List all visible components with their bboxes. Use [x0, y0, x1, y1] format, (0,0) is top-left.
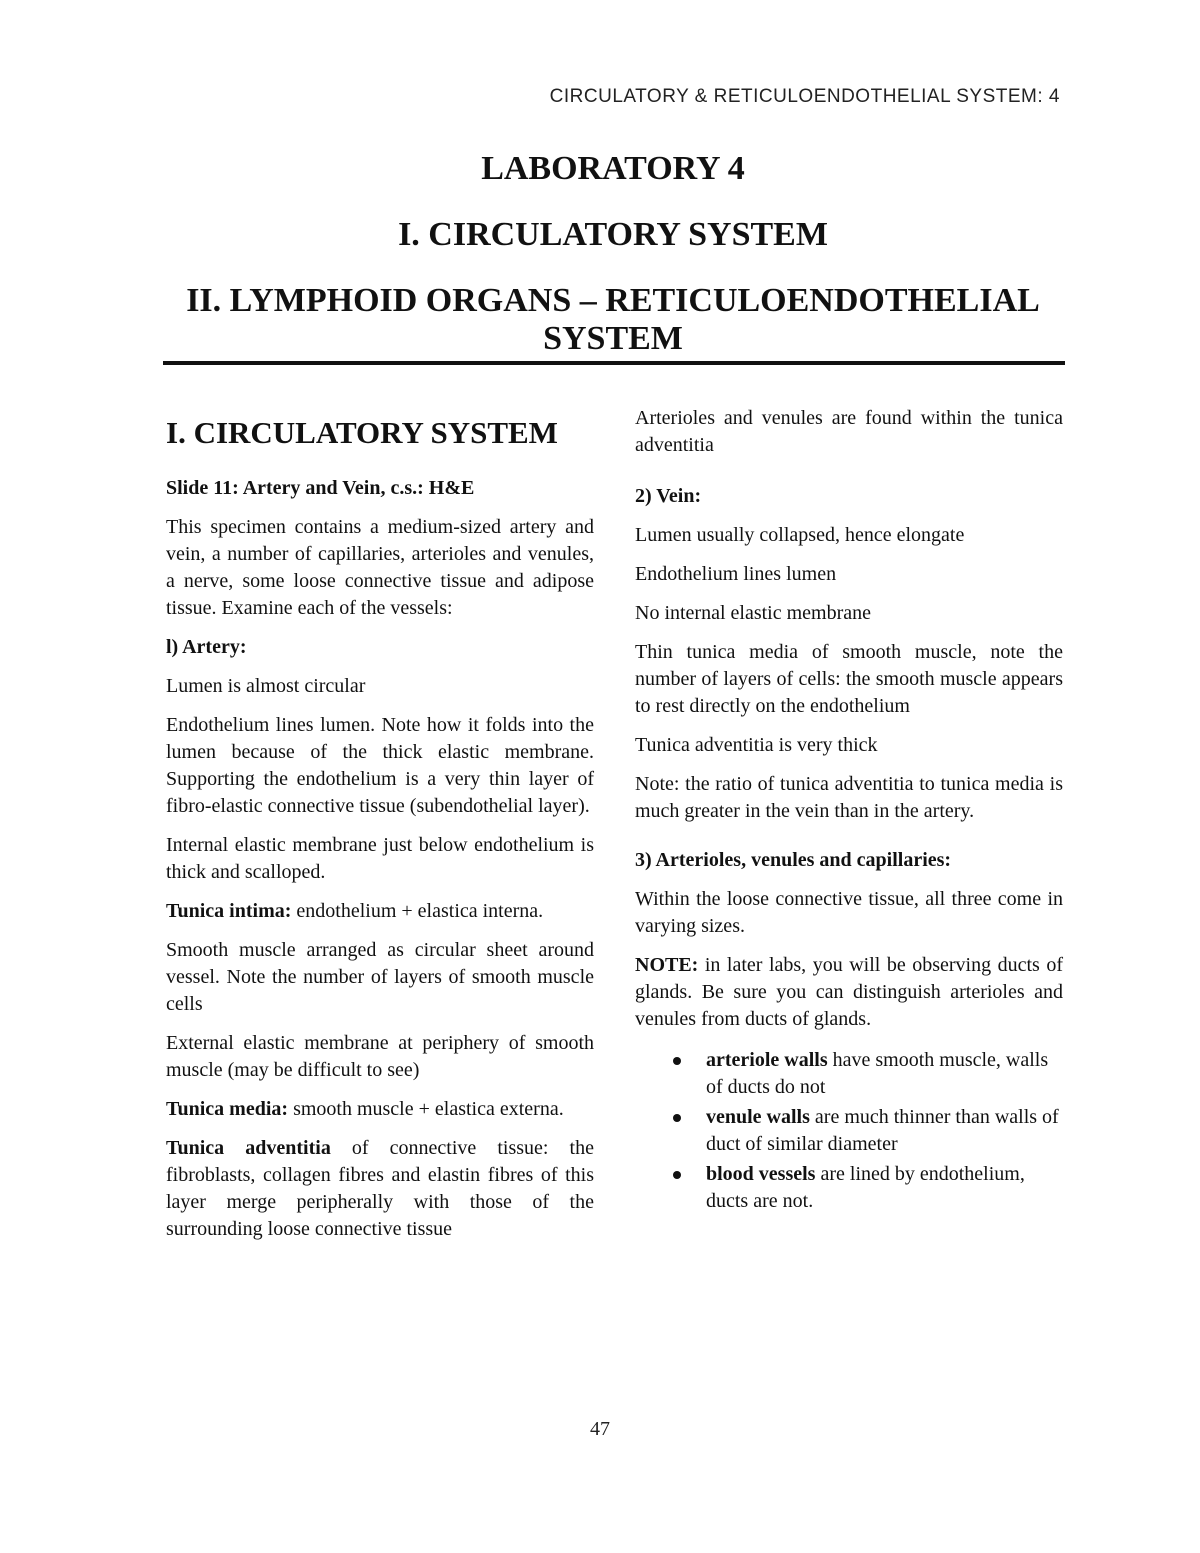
left-column: [166, 405, 594, 1255]
title-block: [163, 150, 1063, 358]
artery-heading: l) Artery:: [166, 636, 247, 658]
external-elastic-text: External elastic membrane at periphery of smooth muscle (may be difficult to see): [166, 1032, 594, 1081]
tunica-adventitia-label: Tunica adventitia: [166, 1137, 331, 1159]
list-item: [635, 1161, 1063, 1215]
running-head: CIRCULATORY & RETICULOENDOTHELIAL SYSTEM: 4: [549, 86, 1060, 107]
tunica-media-paragraph: [166, 1096, 594, 1123]
slide-heading: Slide 11: Artery and Vein, c.s.: H&E: [166, 477, 475, 499]
internal-elastic-text: Internal elastic membrane just below endothelium is thick and scalloped.: [166, 834, 594, 883]
tunica-media-label: Tunica media:: [166, 1098, 289, 1120]
smooth-muscle-text: Smooth muscle arranged as circular sheet around vessel. Note the number of layers of smooth muscle cells: [166, 939, 594, 1015]
page-number: 47: [590, 1418, 610, 1440]
note-label: NOTE:: [635, 954, 699, 976]
tunica-intima-text: endothelium + elastica interna.: [291, 900, 544, 922]
vein-ratio-note: Note: the ratio of tunica adventitia to tunica media is much greater in the vein than in the artery.: [635, 773, 1063, 822]
intro-paragraph: This specimen contains a medium-sized artery and vein, a number of capillaries, arterioles and venules, a nerve, some loose connective tissue and adipose tissue. Examine each of the vessels:: [166, 516, 594, 619]
vein-no-elastic-text: No internal elastic membrane: [635, 602, 872, 624]
part-two-title: II. LYMPHOID ORGANS – RETICULOENDOTHELIAL SYSTEM: [186, 282, 1040, 357]
right-column: [635, 405, 1063, 1218]
list-item: [635, 1047, 1063, 1101]
avc-text: Within the loose connective tissue, all three come in varying sizes.: [635, 888, 1063, 937]
list-item-text: are much thinner than walls of duct of similar diameter: [706, 1106, 1059, 1155]
vein-media-text: Thin tunica media of smooth muscle, note the number of layers of cells: the smooth muscle appears to rest directly on the endothelium: [635, 641, 1063, 717]
vein-endothelium-text: Endothelium lines lumen: [635, 563, 837, 585]
arterioles-location-text: Arterioles and venules are found within the tunica adventitia: [635, 407, 1063, 456]
part-one-title: I. CIRCULATORY SYSTEM: [398, 216, 828, 253]
section-title: I. CIRCULATORY SYSTEM: [166, 415, 558, 450]
list-item-bold: blood vessels: [706, 1163, 816, 1185]
note-paragraph: [635, 952, 1063, 1033]
tunica-media-text: smooth muscle + elastica externa.: [288, 1098, 564, 1120]
lab-title: LABORATORY 4: [481, 150, 745, 187]
tunica-adventitia-text: of connective tissue: the fibroblasts, collagen fibres and elastin fibres of this layer merge peripherally with those of the surrounding loose connective tissue: [166, 1137, 594, 1240]
tunica-intima-label: Tunica intima:: [166, 900, 292, 922]
vein-lumen-text: Lumen usually collapsed, hence elongate: [635, 524, 965, 546]
list-item-bold: arteriole walls: [706, 1049, 828, 1071]
avc-heading: 3) Arterioles, venules and capillaries:: [635, 849, 952, 871]
bullet-icon: [673, 1114, 681, 1122]
vein-adventitia-text: Tunica adventitia is very thick: [635, 734, 878, 756]
note-text: in later labs, you will be observing ducts of glands. Be sure you can distinguish arterioles and venules from ducts of glands.: [635, 954, 1063, 1030]
list-item: [635, 1104, 1063, 1158]
bullet-icon: [673, 1057, 681, 1065]
title-divider: [163, 361, 1065, 365]
vein-heading: 2) Vein:: [635, 485, 702, 507]
bullet-icon: [673, 1171, 681, 1179]
tunica-intima-paragraph: [166, 898, 594, 925]
list-item-bold: venule walls: [706, 1106, 810, 1128]
distinction-list: [635, 1047, 1063, 1215]
artery-lumen-text: Lumen is almost circular: [166, 675, 366, 697]
tunica-adventitia-paragraph: [166, 1135, 594, 1243]
list-item-text: have smooth muscle, walls of ducts do not: [706, 1049, 1049, 1098]
list-item-text: are lined by endothelium, ducts are not.: [706, 1163, 1025, 1212]
artery-endothelium-text: Endothelium lines lumen. Note how it folds into the lumen because of the thick elastic membrane. Supporting the endothelium is a very thin layer of fibro-elastic connective tissue (subendothelial layer).: [166, 714, 594, 817]
